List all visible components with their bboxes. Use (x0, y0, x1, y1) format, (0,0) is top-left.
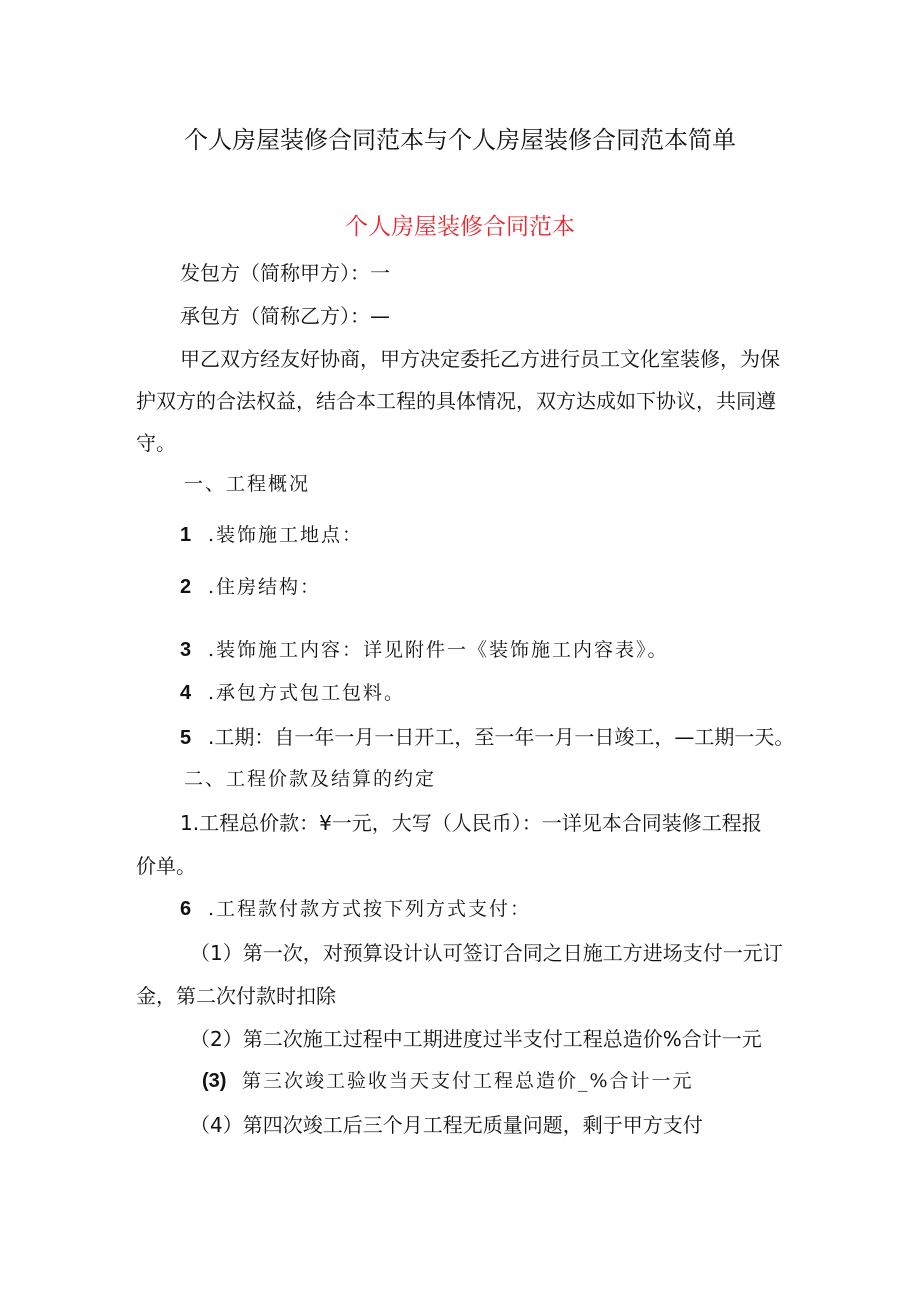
list-item-text: .工期：自一年一月一日开工，至一年一月一日竣工，—工期一天。 (208, 725, 795, 749)
payment-number: (3) (202, 1070, 227, 1092)
intro-paragraph-line-1: 甲乙双方经友好协商，甲方决定委托乙方进行员工文化室装修，为保 (180, 347, 780, 371)
list-item-number: 5 (180, 727, 192, 749)
payment-text: 第三次竣工验收当天支付工程总造价_%合计一元 (242, 1070, 694, 1092)
list-item-text: .住房结构： (208, 576, 322, 598)
contract-subtitle: 个人房屋装修合同范本 (345, 214, 575, 240)
section-1-heading: 一、工程概况 (184, 473, 311, 495)
payment-4-line: （4）第四次竣工后三个月工程无质量问题，剩于甲方支付 (190, 1113, 703, 1137)
party-a-line: 发包方（简称甲方）：一 (180, 261, 390, 285)
section-2-heading: 二、工程价款及结算的约定 (184, 768, 437, 790)
list-item-number: 4 (180, 682, 192, 704)
list-item-number: 3 (180, 639, 192, 661)
payment-2-line: （2）第二次施工过程中工期进度过半支付工程总造价%合计一元 (190, 1027, 762, 1051)
list-item-number: 6 (180, 898, 192, 920)
list-item-1 (180, 520, 363, 547)
list-item-number: 2 (180, 576, 192, 598)
list-item-4 (180, 678, 405, 705)
price-paragraph-line-2: 价单。 (136, 854, 196, 878)
list-item-number: 1 (180, 524, 192, 546)
intro-paragraph-line-3: 守。 (136, 431, 176, 455)
price-paragraph-line-1: 1.工程总价款：¥一元，大写（人民币）：一详见本合同装修工程报 (180, 811, 762, 835)
list-item-3 (180, 635, 669, 662)
payment-1-line-2: 金，第二次付款时扣除 (136, 984, 336, 1008)
list-item-text: .工程款付款方式按下列方式支付： (208, 898, 532, 920)
payment-1-line-1: （1）第一次，对预算设计认可签订合同之日施工方进场支付一元订 (190, 941, 783, 965)
list-item-6 (180, 894, 531, 921)
list-item-5 (180, 721, 794, 750)
party-b-line: 承包方（简称乙方）：— (180, 304, 390, 328)
payment-3-line (202, 1066, 694, 1093)
list-item-text: .装饰施工内容：详见附件一《装饰施工内容表》。 (208, 639, 669, 661)
document-title: 个人房屋装修合同范本与个人房屋装修合同范本简单 (184, 126, 736, 154)
list-item-2 (180, 572, 321, 599)
list-item-text: .承包方式包工包料。 (208, 682, 406, 704)
intro-paragraph-line-2: 护双方的合法权益，结合本工程的具体情况，双方达成如下协议，共同遵 (136, 389, 776, 413)
list-item-text: .装饰施工地点： (208, 524, 364, 546)
